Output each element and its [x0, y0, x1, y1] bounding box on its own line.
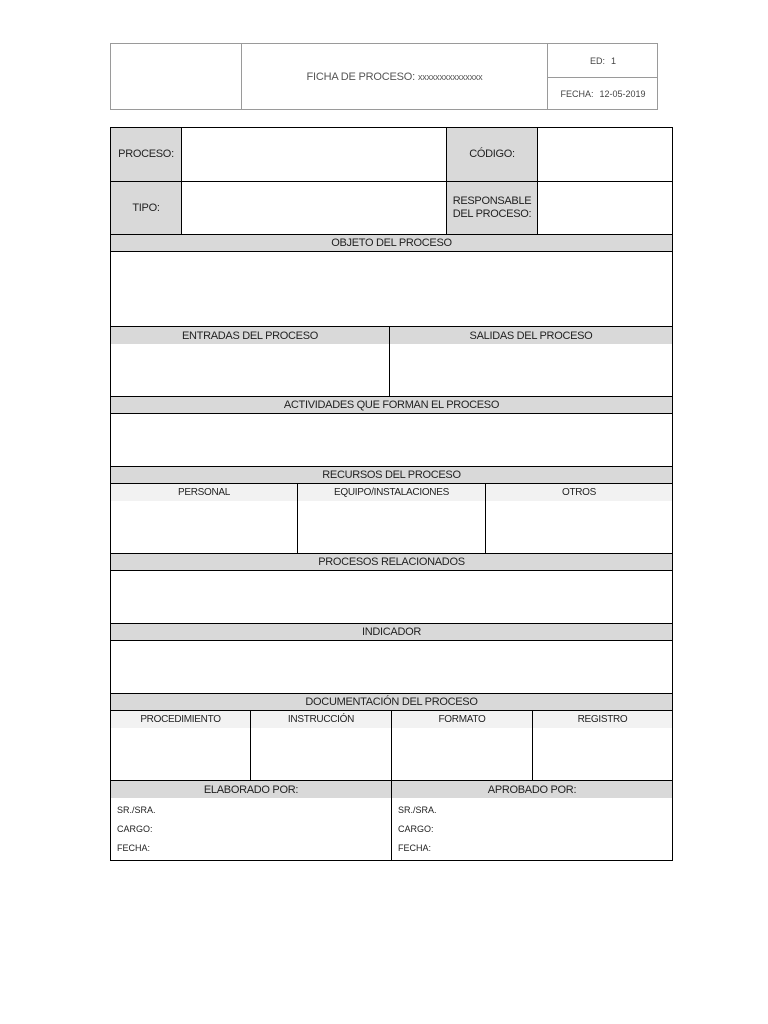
registro-header: REGISTRO [533, 711, 672, 728]
actividades-header: ACTIVIDADES QUE FORMAN EL PROCESO [111, 397, 672, 414]
elaborado-nombre[interactable]: SR./SRA. [117, 805, 156, 815]
elaborado-cargo[interactable]: CARGO: [117, 824, 153, 834]
responsable-field[interactable] [538, 182, 672, 234]
registro-field[interactable] [533, 728, 672, 780]
equipo-header: EQUIPO/INSTALACIONES [298, 484, 486, 501]
responsable-label [447, 182, 538, 234]
personal-header: PERSONAL [111, 484, 298, 501]
logo-placeholder [111, 44, 242, 109]
date-label: FECHA: [560, 88, 594, 99]
relacionados-header: PROCESOS RELACIONADOS [111, 554, 672, 571]
indicador-field[interactable] [111, 641, 672, 694]
process-code: xxxxxxxxxxxxxxx [417, 71, 483, 82]
codigo-label: CÓDIGO: [447, 128, 538, 181]
objeto-field[interactable] [111, 252, 672, 327]
row-entradas-salidas [111, 344, 672, 397]
procedimiento-header: PROCEDIMIENTO [111, 711, 251, 728]
indicador-header: INDICADOR [111, 624, 672, 641]
row-entradas-salidas-header [111, 327, 672, 344]
document-meta [548, 44, 658, 109]
documentacion-header: DOCUMENTACIÓN DEL PROCESO [111, 694, 672, 711]
proceso-field[interactable] [182, 128, 447, 181]
date-value: 12-05-2019 [599, 88, 646, 99]
firmas-header [111, 781, 672, 798]
entradas-header: ENTRADAS DEL PROCESO [111, 327, 390, 344]
procedimiento-field[interactable] [111, 728, 251, 780]
elaborado-block [111, 798, 392, 860]
instruccion-field[interactable] [251, 728, 392, 780]
aprobado-block [392, 798, 672, 860]
tipo-label: TIPO: [111, 182, 182, 234]
documentacion-fields [111, 728, 672, 781]
recursos-fields [111, 501, 672, 554]
responsable-label-line2: DEL PROCESO: [452, 208, 532, 220]
edition-value: 1 [611, 55, 617, 66]
recursos-subheader [111, 484, 672, 501]
aprobado-header: APROBADO POR: [392, 781, 672, 798]
actividades-field[interactable] [111, 414, 672, 467]
salidas-header: SALIDAS DEL PROCESO [390, 327, 672, 344]
aprobado-cargo[interactable]: CARGO: [398, 824, 434, 834]
formato-field[interactable] [392, 728, 533, 780]
document-header [110, 43, 658, 110]
relacionados-field[interactable] [111, 571, 672, 624]
personal-field[interactable] [111, 501, 298, 553]
firmas-fields [111, 798, 672, 860]
formato-header: FORMATO [392, 711, 533, 728]
entradas-field[interactable] [111, 344, 390, 396]
proceso-label: PROCESO: [111, 128, 182, 181]
tipo-field[interactable] [182, 182, 447, 234]
row-proceso [111, 128, 672, 182]
aprobado-nombre[interactable]: SR./SRA. [398, 805, 437, 815]
row-tipo [111, 182, 672, 235]
document-title [242, 44, 548, 109]
instruccion-header: INSTRUCCIÓN [251, 711, 392, 728]
otros-field[interactable] [486, 501, 672, 553]
edition-label: ED: [589, 55, 605, 66]
salidas-field[interactable] [390, 344, 672, 396]
equipo-field[interactable] [298, 501, 486, 553]
objeto-header: OBJETO DEL PROCESO [111, 235, 672, 252]
date [548, 78, 658, 109]
otros-header: OTROS [486, 484, 672, 501]
process-form [110, 127, 673, 861]
elaborado-fecha[interactable]: FECHA: [117, 843, 151, 853]
recursos-header: RECURSOS DEL PROCESO [111, 467, 672, 484]
elaborado-header: ELABORADO POR: [111, 781, 392, 798]
aprobado-fecha[interactable]: FECHA: [398, 843, 432, 853]
responsable-label-line1: RESPONSABLE [452, 195, 532, 207]
edition [548, 44, 658, 78]
codigo-field[interactable] [538, 128, 672, 181]
title-label: FICHA DE PROCESO: [306, 70, 415, 83]
documentacion-subheader [111, 711, 672, 728]
